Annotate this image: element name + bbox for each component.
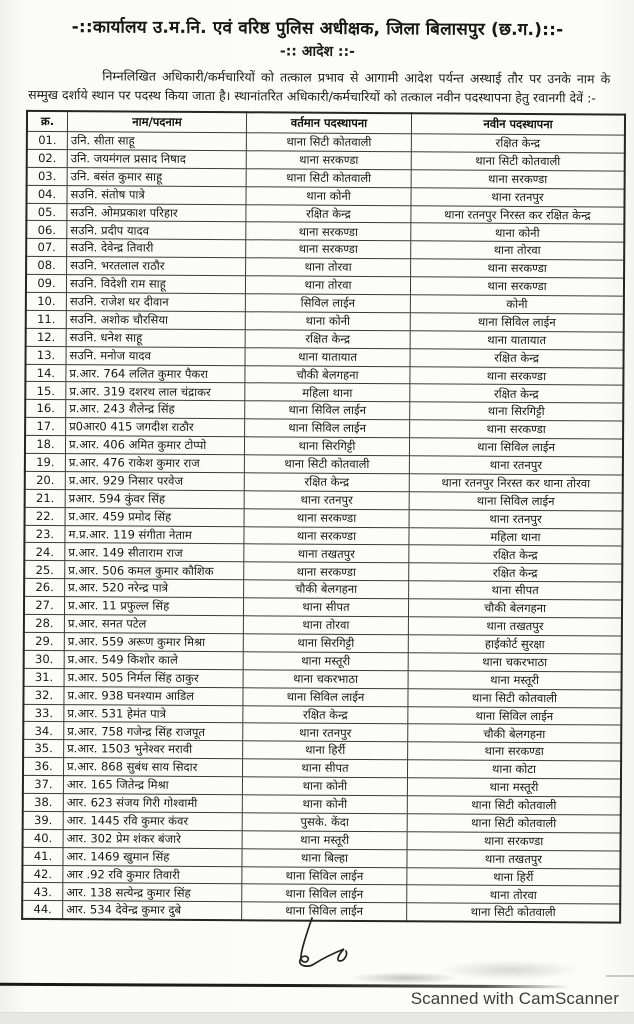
current-posting-cell: थाना सरकण्डा <box>244 562 409 581</box>
current-posting-cell: चौकी बेलगहना <box>244 580 409 599</box>
new-posting-cell: थाना रतनपुर <box>409 509 623 528</box>
new-posting-cell: थाना सिविल लाईन <box>410 313 624 332</box>
name-cell: सउनि. विदेशी राम साहू <box>66 275 245 294</box>
new-posting-cell: थाना सिटी कोतवाली <box>411 152 625 171</box>
transfer-table-body <box>22 131 625 922</box>
serial-cell: 09. <box>26 275 67 293</box>
current-posting-cell: थाना सिटी कोतवाली <box>244 455 409 474</box>
name-cell: उनि. जयमंगल प्रसाद निषाद <box>67 150 246 169</box>
new-posting-cell: चौकी बेलगहना <box>408 599 622 618</box>
name-cell: आर. 302 प्रेम शंकर बंजारे <box>63 829 242 848</box>
name-cell: प्रआर. 594 कुंवर सिंह <box>65 489 244 508</box>
name-cell: आर. 623 संजय गिरी गोश्वामी <box>63 794 242 813</box>
new-posting-cell: थाना हिर्री <box>407 867 621 886</box>
current-posting-cell: थाना कोनी <box>245 312 410 331</box>
new-posting-cell: रक्षित केन्द्र <box>411 134 625 153</box>
serial-cell: 40. <box>23 829 64 847</box>
name-cell: प्र.आर. 549 किशोर काले <box>64 650 243 669</box>
name-cell: प्र.आर. सनत पटेल <box>64 615 243 634</box>
current-posting-cell: थाना सिटी कोतवाली <box>246 133 411 152</box>
new-posting-cell: थाना मस्तूरी <box>407 778 621 797</box>
new-posting-cell: रक्षित केन्द्र <box>409 563 623 582</box>
new-posting-cell: थाना सिविल लाईन <box>409 438 623 457</box>
serial-cell: 06. <box>26 221 67 239</box>
name-cell: आर .92 रवि कुमार तिवारी <box>63 865 242 884</box>
serial-cell: 12. <box>26 328 67 346</box>
current-posting-cell: थाना सरकण्डा <box>246 240 411 259</box>
current-posting-cell: थाना सरकण्डा <box>244 526 409 545</box>
new-posting-cell: थाना तोरवा <box>407 885 621 904</box>
serial-cell: 27. <box>24 597 65 615</box>
name-cell: सउनि. ओमप्रकाश परिहार <box>67 203 246 222</box>
current-posting-cell: थाना यातायात <box>245 347 410 366</box>
serial-cell: 20. <box>25 471 66 489</box>
name-cell: सउनि. राजेश धर दीवान <box>66 293 245 312</box>
name-cell: प्र.आर. 764 ललित कुमार पैकरा <box>66 364 245 383</box>
serial-cell: 35. <box>23 740 64 758</box>
serial-cell: 21. <box>25 489 66 507</box>
name-cell: प्र.आर. 520 नरेन्द्र पात्रे <box>65 579 244 598</box>
serial-cell: 01. <box>27 131 68 149</box>
new-posting-cell: थाना सरकण्डा <box>410 366 624 385</box>
serial-cell: 43. <box>22 883 63 901</box>
new-posting-cell: थाना सरकण्डा <box>410 420 624 439</box>
current-posting-cell: सिविल लाईन <box>245 294 410 313</box>
new-posting-cell: थाना सिविल लाईन <box>409 492 623 511</box>
current-posting-cell: थाना हिर्री <box>243 741 408 760</box>
column-header-name: नाम/पदनाम <box>67 111 246 133</box>
current-posting-cell: थाना सीपत <box>242 759 407 778</box>
serial-cell: 41. <box>22 847 63 865</box>
serial-cell: 08. <box>26 257 67 275</box>
serial-cell: 11. <box>26 310 67 328</box>
current-posting-cell: थाना मस्तूरी <box>243 652 408 671</box>
current-posting-cell: थाना सिविल लाईन <box>245 401 410 420</box>
name-cell: सउनि. मनोज यादव <box>66 346 245 365</box>
serial-cell: 25. <box>24 561 65 579</box>
new-posting-cell: रक्षित केन्द्र <box>409 545 623 564</box>
new-posting-cell: चौकी बेलगहना <box>408 724 622 743</box>
serial-cell: 19. <box>25 453 66 471</box>
column-header-current-posting: वर्तमान पदस्थापना <box>246 112 411 134</box>
name-cell: प्र.आर. 758 गजेन्द्र सिंह राजपूत <box>64 722 243 741</box>
serial-cell: 07. <box>26 239 67 257</box>
serial-cell: 29. <box>24 632 65 650</box>
name-cell: प्र.आर. 459 प्रमोद सिंह <box>65 507 244 526</box>
page-edge-fragment <box>606 975 634 977</box>
current-posting-cell: थाना चकरभाठा <box>243 669 408 688</box>
current-posting-cell: थाना सिविल लाईन <box>242 902 407 921</box>
name-cell: प्र0आर0 415 जगदीश राठौर <box>66 418 245 437</box>
serial-cell: 26. <box>24 579 65 597</box>
new-posting-cell: रक्षित केन्द्र <box>410 384 624 403</box>
current-posting-cell: चौकी बेलगहना <box>245 365 410 384</box>
order-heading: -:: आदेश ::- <box>279 43 355 60</box>
current-posting-cell: थाना कोनी <box>242 795 407 814</box>
new-posting-cell: थाना सिविल लाईन <box>408 706 622 725</box>
new-posting-cell: थाना तोरवा <box>411 241 625 260</box>
name-cell: प्र.आर. 505 निर्मल सिंह ठाकुर <box>64 668 243 687</box>
current-posting-cell: रक्षित केन्द्र <box>246 204 411 223</box>
current-posting-cell: थाना सिरगिट्टी <box>244 437 409 456</box>
name-cell: प्र.आर. 149 सीताराम राज <box>65 543 244 562</box>
new-posting-cell: थाना रतनपुर निरस्त कर थाना तोरवा <box>409 474 623 493</box>
new-posting-cell: थाना सरकण्डा <box>407 831 621 850</box>
serial-cell: 18. <box>25 436 66 454</box>
serial-cell: 03. <box>27 167 68 185</box>
name-cell: प्र.आर. 476 राकेश कुमार राज <box>65 454 244 473</box>
new-posting-cell: थाना सिटी कोतवाली <box>408 688 622 707</box>
name-cell: प्र.आर. 938 घनश्याम आडिल <box>64 686 243 705</box>
serial-cell: 37. <box>23 775 64 793</box>
new-posting-cell: थाना रतनपुर <box>409 456 623 475</box>
serial-cell: 17. <box>25 418 66 436</box>
name-cell: आर. 534 देवेन्द्र कुमार दुबे <box>63 901 242 920</box>
serial-cell: 04. <box>26 185 67 203</box>
name-cell: सउनि. प्रदीप यादव <box>67 221 246 240</box>
new-posting-cell: थाना सरकण्डा <box>411 170 625 189</box>
new-posting-cell: थाना सिटी कोतवाली <box>407 814 621 833</box>
signature-mark <box>268 916 358 978</box>
column-header-serial: क्र. <box>27 111 68 132</box>
new-posting-cell: थाना रतनपुर निरस्त कर रक्षित केन्द्र <box>411 205 625 224</box>
name-cell: सउनि. देवेन्द्र तिवारी <box>67 239 246 258</box>
column-header-new-posting: नवीन पदस्थापना <box>411 113 625 135</box>
page-edge-shadow <box>0 983 570 989</box>
current-posting-cell: थाना कोनी <box>246 186 411 205</box>
name-cell: प्र.आर. 929 निसार परवेज <box>65 472 244 491</box>
name-cell: प्र.आर. 243 शैलेन्द्र सिंह <box>66 400 245 419</box>
name-cell: प्र.आर. 406 अमित कुमार टोप्पो <box>65 436 244 455</box>
new-posting-cell: थाना यातायात <box>410 331 624 350</box>
serial-cell: 44. <box>22 901 63 920</box>
camscanner-watermark: Scanned with CamScanner <box>410 989 619 1008</box>
current-posting-cell: रक्षित केन्द्र <box>244 473 409 492</box>
serial-cell: 05. <box>26 203 67 221</box>
new-posting-cell: थाना कोनी <box>411 223 625 242</box>
name-cell: सउनि. भरतलाल राठौर <box>67 257 246 276</box>
new-posting-cell: थाना रतनपुर <box>411 187 625 206</box>
page-title: -::कार्यालय उ.म.नि. एवं वरिष्ठ पुलिस अधीक्षक, जिला बिलासपुर (छ.ग.)::- <box>71 17 564 41</box>
current-posting-cell: महिला थाना <box>245 383 410 402</box>
name-cell: सउनि. धनेश साहू <box>66 328 245 347</box>
serial-cell: 02. <box>27 149 68 167</box>
serial-cell: 28. <box>24 614 65 632</box>
current-posting-cell: थाना सरकण्डा <box>246 222 411 241</box>
new-posting-cell: थाना सरकण्डा <box>410 277 624 296</box>
current-posting-cell: थाना सिरगिट्टी <box>243 634 408 653</box>
name-cell: म.प्र.आर. 119 संगीता नेताम <box>65 525 244 544</box>
name-cell: प्र.आर. 319 दशरथ लाल चंद्राकर <box>66 382 245 401</box>
serial-cell: 38. <box>23 793 64 811</box>
serial-cell: 36. <box>23 758 64 776</box>
new-posting-cell: थाना मस्तूरी <box>408 670 622 689</box>
serial-cell: 10. <box>26 292 67 310</box>
bottom-strip <box>0 1012 634 1024</box>
name-cell: प्र.आर. 11 प्रफुल्ल सिंह <box>64 597 243 616</box>
current-posting-cell: थाना तोरवा <box>243 616 408 635</box>
new-posting-cell: थाना सीपत <box>409 581 623 600</box>
current-posting-cell: थाना सिविल लाईन <box>245 419 410 438</box>
current-posting-cell: थाना सिविल लाईन <box>242 866 407 885</box>
new-posting-cell: थाना सिरगिट्टी <box>410 402 624 421</box>
name-cell: प्र.आर. 531 हेमंत पात्रे <box>64 704 243 723</box>
current-posting-cell: रक्षित केन्द्र <box>243 705 408 724</box>
current-posting-cell: थाना सरकण्डा <box>244 508 409 527</box>
new-posting-cell: रक्षित केन्द्र <box>410 348 624 367</box>
serial-cell: 14. <box>25 364 66 382</box>
serial-cell: 13. <box>26 346 67 364</box>
name-cell: आर. 138 सत्येन्द्र कुमार सिंह <box>63 883 242 902</box>
name-cell: प्र.आर. 506 कमल कुमार कौशिक <box>65 561 244 580</box>
name-cell: प्र.आर. 1503 भुनेश्वर मरावी <box>64 740 243 759</box>
name-cell: प्र.आर. 559 अरूण कुमार मिश्रा <box>64 633 243 652</box>
new-posting-cell: थाना चकरभाठा <box>408 653 622 672</box>
new-posting-cell: थाना कोटा <box>407 760 621 779</box>
scan-smudge <box>440 960 580 980</box>
name-cell: आर. 1469 खुमान सिंह <box>63 847 242 866</box>
new-posting-cell: थाना सिटी कोतवाली <box>407 796 621 815</box>
new-posting-cell: थाना सरकण्डा <box>411 259 625 278</box>
new-posting-cell: महिला थाना <box>409 527 623 546</box>
current-posting-cell: थाना सरकण्डा <box>246 151 411 170</box>
serial-cell: 24. <box>24 543 65 561</box>
name-cell: सउनि. अशोक चौरसिया <box>66 311 245 330</box>
serial-cell: 34. <box>23 722 64 740</box>
current-posting-cell: थाना तखतपुर <box>244 544 409 563</box>
current-posting-cell: रक्षित केन्द्र <box>245 330 410 349</box>
name-cell: सउनि. संतोष पात्रे <box>67 185 246 204</box>
current-posting-cell: थाना तोरवा <box>246 258 411 277</box>
current-posting-cell: थाना सीपत <box>243 598 408 617</box>
current-posting-cell: थाना कोनी <box>242 777 407 796</box>
serial-cell: 15. <box>25 382 66 400</box>
serial-cell: 22. <box>25 507 66 525</box>
serial-cell: 32. <box>23 686 64 704</box>
name-cell: आर. 165 जितेन्द्र मिश्रा <box>63 776 242 795</box>
serial-cell: 33. <box>23 704 64 722</box>
current-posting-cell: पुसके. केंदा <box>242 813 407 832</box>
current-posting-cell: थाना बिल्हा <box>242 848 407 867</box>
current-posting-cell: थाना सिविल लाईन <box>242 884 407 903</box>
serial-cell: 16. <box>25 400 66 418</box>
current-posting-cell: थाना सिविल लाईन <box>243 687 408 706</box>
new-posting-cell: कोनी <box>410 295 624 314</box>
new-posting-cell: हाईकोर्ट सुरक्षा <box>408 635 622 654</box>
current-posting-cell: थाना तोरवा <box>245 276 410 295</box>
name-cell: उनि. सीता साहू <box>67 132 246 151</box>
serial-cell: 23. <box>24 525 65 543</box>
transfer-table <box>21 110 626 924</box>
name-cell: प्र.आर. 868 सुबंध साय सिदार <box>63 758 242 777</box>
new-posting-cell: थाना सिटी कोतवाली <box>407 903 621 923</box>
current-posting-cell: थाना रतनपुर <box>244 491 409 510</box>
name-cell: उनि. बसंत कुमार साहू <box>67 167 246 186</box>
intro-paragraph: निम्नलिखित अधिकारी/कर्मचारियों को तत्काल प्रभाव से आगामी आदेश पर्यन्त अस्थाई तौर पर उनके नाम के सम्मुख दर्शाये स्थान पर पदस्थ किया जाता है। स्थानांतरित अधिकारी/कर्मचारियों को तत्काल नवीन पदस्थापना हेतु रवानगी देवें :- <box>28 68 611 106</box>
serial-cell: 39. <box>23 811 64 829</box>
new-posting-cell: थाना सरकण्डा <box>408 742 622 761</box>
name-cell: आर. 1445 रवि कुमार कंवर <box>63 811 242 830</box>
new-posting-cell: थाना तखतपुर <box>407 849 621 868</box>
current-posting-cell: थाना सिटी कोतवाली <box>246 169 411 188</box>
current-posting-cell: थाना रतनपुर <box>243 723 408 742</box>
current-posting-cell: थाना मस्तूरी <box>242 830 407 849</box>
serial-cell: 30. <box>24 650 65 668</box>
serial-cell: 31. <box>24 668 65 686</box>
new-posting-cell: थाना तखतपुर <box>408 617 622 636</box>
serial-cell: 42. <box>22 865 63 883</box>
